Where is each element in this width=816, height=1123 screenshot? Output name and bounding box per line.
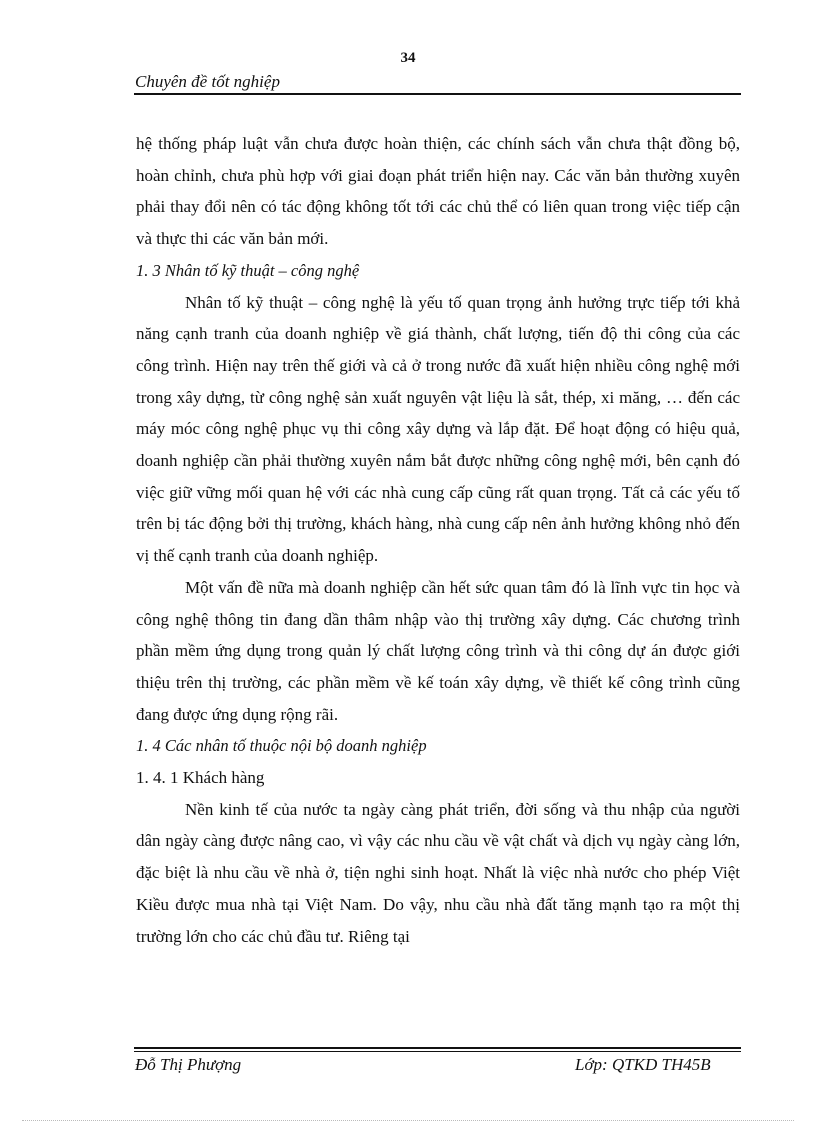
section-heading-internal-factors: 1. 4 Các nhân tố thuộc nội bộ doanh nghiệp bbox=[136, 736, 427, 756]
footer-rule-bottom bbox=[134, 1051, 741, 1052]
header-rule bbox=[134, 93, 741, 95]
paragraph-customers: Nền kinh tế của nước ta ngày càng phát triển, đời sống và thu nhập của người dân ngày càng được nâng cao, vì vậy các nhu cầu về vật chất và dịch vụ ngày càng lớn, đặc biệt là nhu cầu về nhà ở, tiện nghi sinh hoạt. Nhất là việc nhà nước cho phép Việt Kiều được mua nhà tại Việt Nam. Do vậy, nhu cầu nhà đất tăng mạnh tạo ra một thị trường lớn cho các chủ đầu tư. Riêng tại bbox=[136, 799, 740, 946]
footer-class: Lớp: QTKD TH45B bbox=[575, 1055, 711, 1074]
running-header-title: Chuyên đề tốt nghiệp bbox=[135, 72, 280, 91]
paragraph-continuation: hệ thống pháp luật vẫn chưa được hoàn thiện, các chính sách vẫn chưa thật đồng bộ, hoàn chỉnh, chưa phù hợp với giai đoạn phát triển hiện nay. Các văn bản thường xuyên phải thay đổi nên có tác động không tốt tới các chủ thể có liên quan trong việc tiếp cận và thực thi các văn bản mới. bbox=[136, 134, 740, 249]
paragraph-technology: Nhân tố kỹ thuật – công nghệ là yếu tố quan trọng ảnh hưởng trực tiếp tới khả năng cạnh tranh của doanh nghiệp về giá thành, chất lượng, tiến độ thi công của các công trình. Hiện nay trên thế giới và cả ở trong nước đã xuất hiện nhiều công nghệ mới trong xây dựng, từ công nghệ sản xuất nguyên vật liệu là sắt, thép, xi măng, … đến các máy móc công nghệ phục vụ thi công xây dựng và lắp đặt. Để hoạt động có hiệu quả, doanh nghiệp cần phải thường xuyên nắm bắt được những công nghệ mới, bên cạnh đó việc giữ vững mối quan hệ với các nhà cung cấp cũng rất quan trọng. Tất cả các yếu tố trên bị tác động bởi thị trường, khách hàng, nhà cung cấp nên ảnh hưởng không nhỏ đến vị thế cạnh tranh của doanh nghiệp. bbox=[136, 292, 740, 566]
section-heading-technology: 1. 3 Nhân tố kỹ thuật – công nghệ bbox=[136, 260, 360, 280]
paragraph-it: Một vấn đề nữa mà doanh nghiệp cần hết sức quan tâm đó là lĩnh vực tin học và công nghệ thông tin đang dần thâm nhập vào thị trường xây dựng. Các chương trình phần mềm ứng dụng trong quản lý chất lượng công trình và thi công dự án được giới thiệu trên thị trường, các phần mềm về kế toán xây dựng, về thiết kế công trình cũng đang được ứng dụng rộng rãi. bbox=[136, 577, 740, 724]
page-number: 34 bbox=[400, 50, 416, 66]
page-edge-divider bbox=[22, 1120, 794, 1121]
subsection-heading-customers: 1. 4. 1 Khách hàng bbox=[136, 768, 265, 788]
body-text bbox=[136, 128, 740, 952]
footer-author: Đỗ Thị Phượng bbox=[135, 1055, 242, 1074]
footer-rule-top bbox=[134, 1047, 741, 1049]
